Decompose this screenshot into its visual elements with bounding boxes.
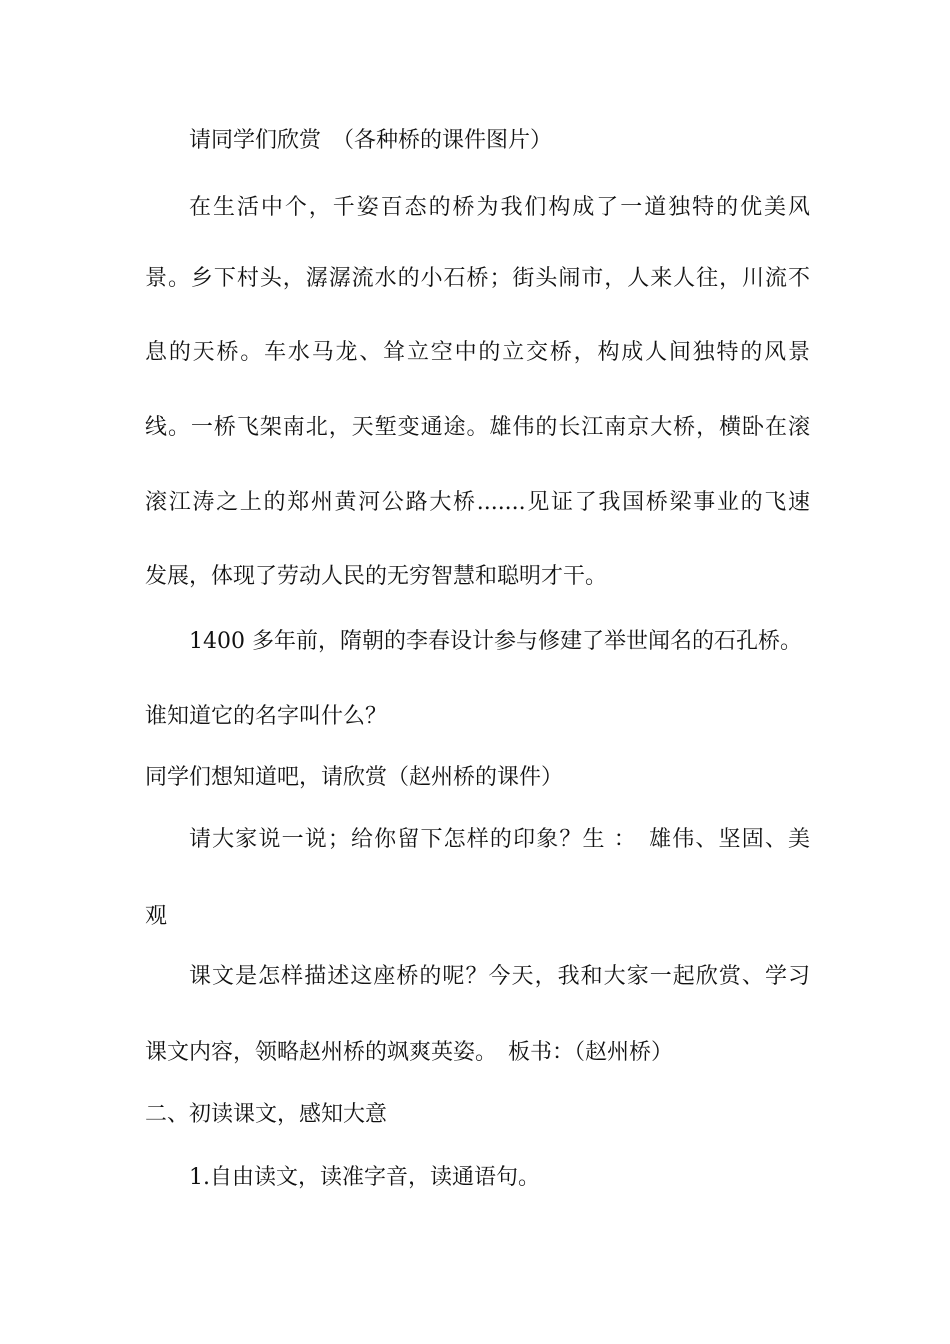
text-line-10: 同学们想知道吧，请欣赏（赵州桥的课件） bbox=[145, 765, 564, 790]
text-line-4: 息的天桥。车水马龙、耸立空中的立交桥，构成人间独特的风景 bbox=[145, 340, 810, 365]
text-line-5: 线。一桥飞架南北，天堑变通途。雄伟的长江南京大桥，横卧在滚 bbox=[145, 415, 810, 440]
text-line-16: 1.自由读文，读准字音，读通语句。 bbox=[189, 1165, 540, 1190]
text-line-11: 请大家说一说；给你留下怎样的印象？生 ： 雄伟、坚固、美 bbox=[189, 827, 810, 852]
text-line-6: 滚江涛之上的郑州黄河公路大桥.......见证了我国桥梁事业的飞速 bbox=[145, 490, 810, 515]
text-line-15: 二、初读课文，感知大意 bbox=[145, 1102, 388, 1127]
text-line-2: 在生活中个，千姿百态的桥为我们构成了一道独特的优美风 bbox=[189, 195, 810, 220]
text-line-8: 1400 多年前，隋朝的李春设计参与修建了举世闻名的石孔桥。 bbox=[189, 629, 802, 654]
text-line-14: 课文内容，领略赵州桥的飒爽英姿。 板书：（赵州桥） bbox=[145, 1040, 674, 1065]
text-line-3: 景。乡下村头，潺潺流水的小石桥；街头闹市，人来人往，川流不 bbox=[145, 266, 810, 291]
text-line-1: 请同学们欣赏 （各种桥的课件图片） bbox=[189, 128, 553, 153]
text-line-13: 课文是怎样描述这座桥的呢？今天，我和大家一起欣赏、学习 bbox=[189, 964, 810, 989]
text-line-9: 谁知道它的名字叫什么？ bbox=[145, 704, 388, 729]
text-line-7: 发展，体现了劳动人民的无穷智慧和聪明才干。 bbox=[145, 564, 608, 589]
text-line-12: 观 bbox=[145, 904, 168, 929]
